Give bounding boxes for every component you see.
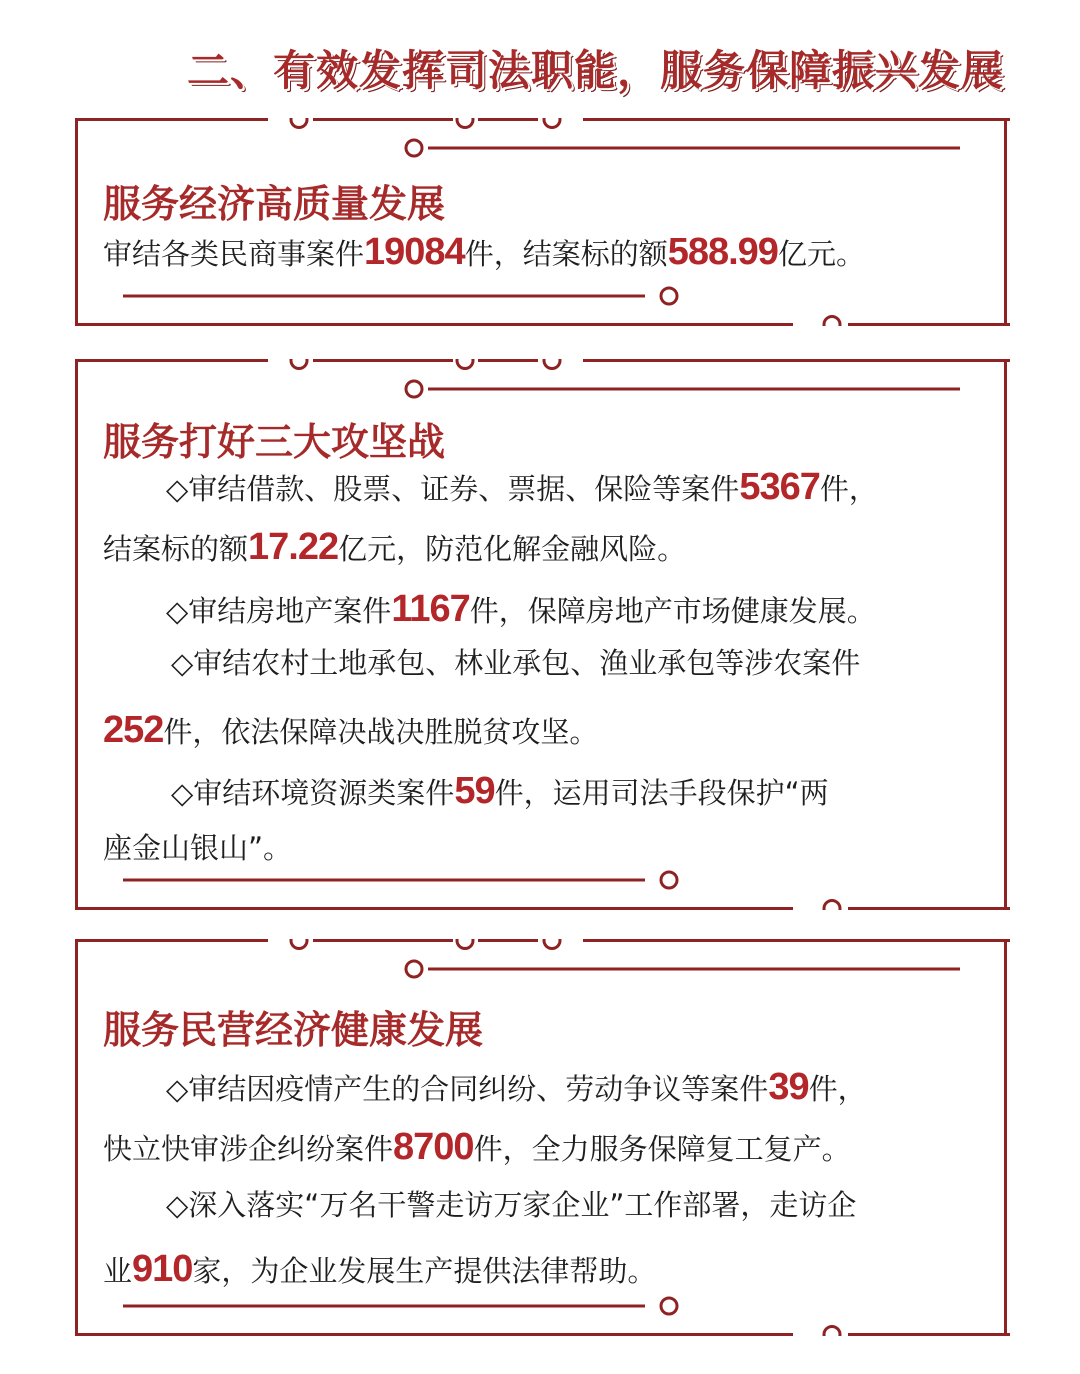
highlight-number: 8700 bbox=[393, 1126, 474, 1168]
highlight-number: 252 bbox=[103, 709, 164, 751]
panel-three-battles bbox=[75, 359, 1007, 910]
panel-economy bbox=[75, 118, 1007, 326]
ring-ornament-icon bbox=[661, 1298, 677, 1314]
ring-ornament-icon bbox=[457, 939, 473, 949]
text-segment: ◇审结环境资源类案件 bbox=[171, 776, 455, 810]
text-segment: 件，运用司法手段保护“两 bbox=[494, 776, 829, 810]
ring-ornament-icon bbox=[544, 118, 560, 128]
text-line bbox=[166, 1067, 1046, 1109]
highlight-number: 1167 bbox=[391, 588, 470, 630]
text-line bbox=[103, 232, 983, 274]
text-line bbox=[166, 1185, 1046, 1225]
text-segment: 件， bbox=[819, 472, 878, 506]
panel-private-economy bbox=[75, 939, 1007, 1336]
ring-ornament-icon bbox=[824, 1327, 840, 1337]
text-segment: ◇审结房地产案件 bbox=[166, 594, 392, 628]
text-line bbox=[166, 589, 1046, 631]
text-segment: ◇审结因疫情产生的合同纠纷、劳动争议等案件 bbox=[166, 1072, 769, 1106]
ring-ornament-icon bbox=[661, 872, 677, 888]
ring-ornament-icon bbox=[406, 140, 422, 156]
text-segment: ◇审结农村土地承包、林业承包、渔业承包等涉农案件 bbox=[171, 646, 861, 680]
text-segment: 业 bbox=[103, 1254, 133, 1288]
text-segment: 件，保障房地产市场健康发展。 bbox=[469, 594, 876, 628]
ring-ornament-icon bbox=[544, 359, 560, 369]
highlight-number: 5367 bbox=[739, 466, 820, 508]
text-line bbox=[171, 643, 1051, 683]
text-line bbox=[103, 828, 983, 868]
text-segment: ◇审结借款、股票、证券、票据、保险等案件 bbox=[166, 472, 740, 506]
text-segment: 亿元。 bbox=[777, 237, 865, 271]
panel-heading: 服务民营经济健康发展 bbox=[103, 1008, 484, 1052]
text-segment: 家，为企业发展生产提供法律帮助。 bbox=[192, 1254, 657, 1288]
text-line bbox=[103, 527, 983, 569]
text-segment: 审结各类民商事案件 bbox=[103, 237, 365, 271]
text-segment: 件，全力服务保障复工复产。 bbox=[473, 1132, 851, 1166]
ring-ornament-icon bbox=[544, 939, 560, 949]
ring-ornament-icon bbox=[824, 317, 840, 327]
highlight-number: 39 bbox=[768, 1066, 809, 1108]
text-segment: ◇深入落实“万名干警走访万家企业”工作部署，走访企 bbox=[166, 1188, 857, 1222]
ring-ornament-icon bbox=[406, 381, 422, 397]
highlight-number: 17.22 bbox=[248, 526, 339, 568]
section-title: 二、有效发挥司法职能，服务保障振兴发展 bbox=[186, 46, 1004, 95]
ring-ornament-icon bbox=[406, 961, 422, 977]
text-line bbox=[103, 1127, 983, 1169]
text-segment: 结案标的额 bbox=[103, 532, 249, 566]
ring-ornament-icon bbox=[291, 939, 307, 949]
ring-ornament-icon bbox=[457, 118, 473, 128]
text-segment: 亿元，防范化解金融风险。 bbox=[338, 532, 687, 566]
ring-ornament-icon bbox=[457, 359, 473, 369]
ring-ornament-icon bbox=[661, 288, 677, 304]
text-line bbox=[103, 710, 983, 752]
text-line bbox=[171, 771, 1051, 813]
panel-heading: 服务打好三大攻坚战 bbox=[103, 420, 446, 464]
text-segment: 快立快审涉企纠纷案件 bbox=[103, 1132, 394, 1166]
text-segment: 件，结案标的额 bbox=[464, 237, 668, 271]
text-segment: 件，依法保障决战决胜脱贫攻坚。 bbox=[163, 715, 599, 749]
text-segment: 座金山银山”。 bbox=[103, 831, 293, 865]
ring-ornament-icon bbox=[824, 901, 840, 911]
text-line bbox=[103, 1249, 983, 1291]
highlight-number: 910 bbox=[132, 1248, 193, 1290]
ring-ornament-icon bbox=[291, 118, 307, 128]
highlight-number: 19084 bbox=[364, 231, 465, 273]
ring-ornament-icon bbox=[291, 359, 307, 369]
text-segment: 件， bbox=[808, 1072, 867, 1106]
panel-heading: 服务经济高质量发展 bbox=[103, 182, 446, 226]
text-line bbox=[166, 467, 1046, 509]
highlight-number: 59 bbox=[454, 770, 495, 812]
highlight-number: 588.99 bbox=[667, 231, 778, 273]
